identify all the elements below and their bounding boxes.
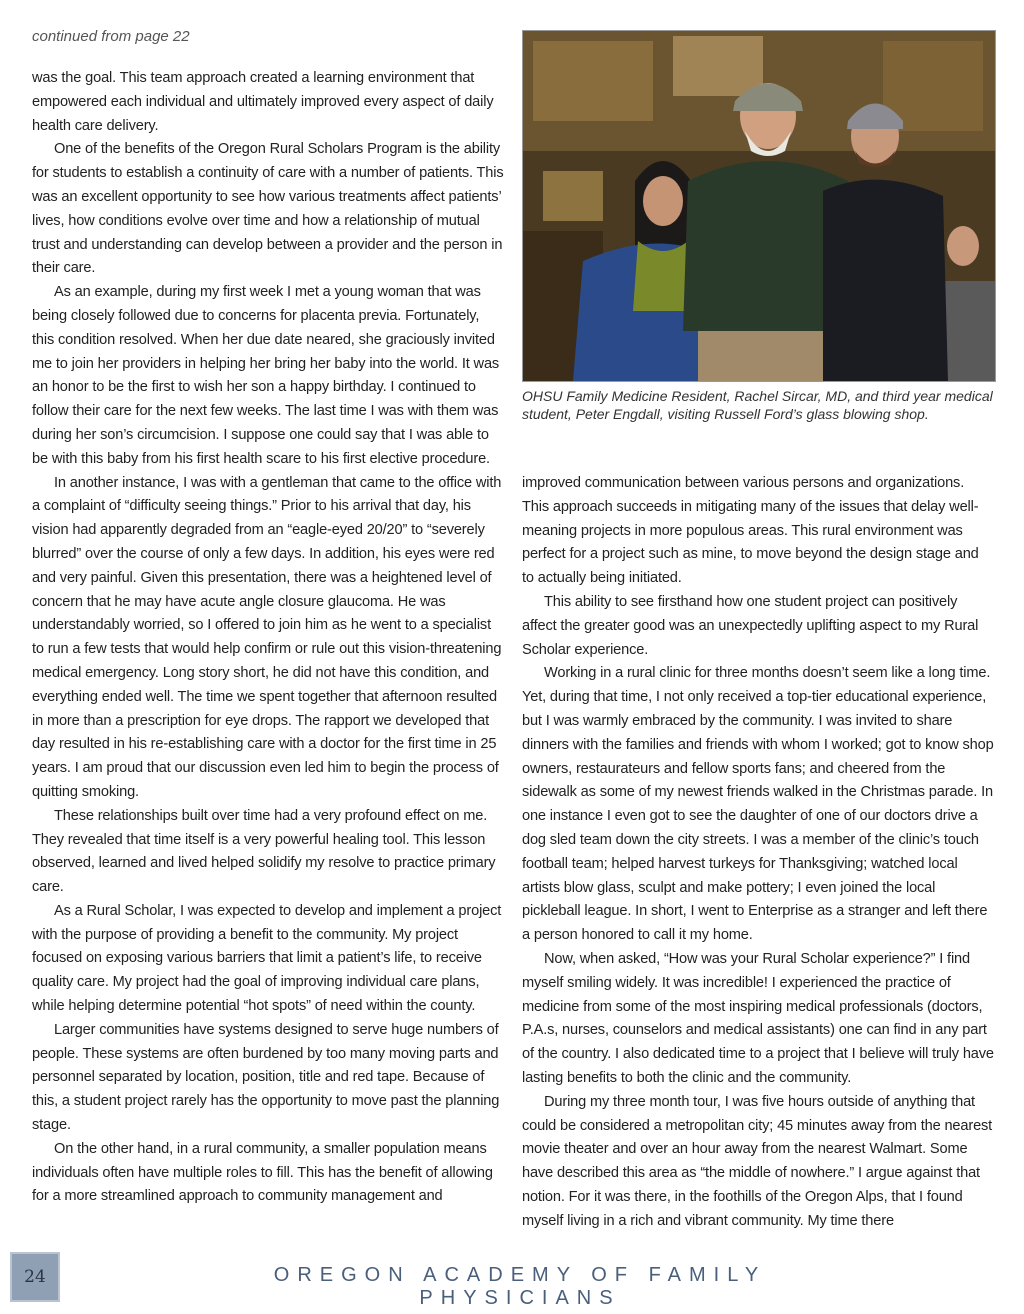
photo-caption: OHSU Family Medicine Resident, Rachel Sircar, MD, and third year medical student, Peter Engdall, visiting Russell Ford’s glass blowing shop.: [522, 388, 993, 422]
publication-title: OREGON ACADEMY OF FAMILY PHYSICIANS: [273, 1264, 767, 1309]
page-number-box: [10, 1252, 60, 1302]
paragraph: improved communication between various persons and organizations. This approach succeeds in mitigating many of the issues that delay well-meaning projects in more populous areas. This rural environment was perfect for a project such as mine, to move beyond the design stage and to actually being initiated.: [522, 475, 979, 587]
article-left-column: [32, 67, 504, 1209]
continued-from-note: continued from page 22: [32, 28, 190, 45]
paragraph: This ability to see firsthand how one student project can positively affect the greater good was an unexpectedly uplifting aspect to my Rural Scholar experience.: [522, 593, 979, 658]
paragraph: Working in a rural clinic for three months doesn’t seem like a long time. Yet, during that time, I not only received a top-tier educational experience, but I was warmly embraced by the community. I was invited to share dinners with the families and friends with whom I worked; got to know shop owners, restaurateurs and fellow sports fans; and cheered from the sidewalk as some of my newest friends walked in the Christmas parade. In one instance I even got to see the daughter of one of our doctors drive a dog sled team down the city streets. I was a member of the clinic’s touch football team; helped harvest turkeys for Thanksgiving; watched local artists blow glass, sculpt and make pottery; I even joined the local pickleball league. In short, I went to Enterprise as a stranger and left there a person honored to call it my home.: [522, 665, 994, 944]
paragraph: was the goal. This team approach created a learning environment that empowered each individual and ultimately improved every aspect of daily health care delivery.: [32, 70, 494, 134]
paragraph: One of the benefits of the Oregon Rural Scholars Program is the ability for students to establish a continuity of care with a number of patients. This was an excellent opportunity to see how various treatments affect patients’ lives, how conditions evolve over time and how a relationship of mutual trust and understanding can develop between a provider and the person in their care.: [32, 141, 504, 277]
page-number: 24: [24, 1267, 46, 1287]
paragraph: As an example, during my first week I met a young woman that was being closely followed due to concerns for placenta previa. Fortunately, this condition resolved. When her due date neared, she graciously invited me to join her providers in helping her bring her baby into the world. It was an honor to be the first to wish her son a happy birthday. I continued to follow their care for the next few weeks. The last time I was with them was during her son’s circumcision. I suppose one could say that I was able to be with this baby from his first health scare to his first elective procedure.: [32, 284, 500, 467]
paragraph: In another instance, I was with a gentleman that came to the office with a complaint of “difficulty seeing things.” Prior to his arrival that day, his vision had apparently degraded from an “eagle-eyed 20/20” to “severely blurred” over the course of only a few days. In addition, his eyes were red and very painful. Given this presentation, there was a heightened level of concern that he may have acute angle closure glaucoma. He was understandably worried, so I offered to join him as he went to a specialist to run a few tests that would help confirm or rule out this vision-threatening medical emergency. Long story short, he did not have this condition, and everything ended well. The time we spent together that afternoon resulted in more than a prescription for eye drops. The rapport we developed that day resulted in his re-establishing care with a doctor for the first time in 25 years. I am proud that our discussion even led him to begin the process of quitting smoking.: [32, 474, 502, 800]
paragraph: During my three month tour, I was five hours outside of anything that could be considered a metropolitan city; 45 minutes away from the nearest movie theater and over an hour away from the nearest Walmart. Some have described this area as “the middle of nowhere.” I argue against that notion. For it was there, in the foothills of the Oregon Alps, that I found myself living in a rich and vibrant community. My time there: [522, 1093, 993, 1229]
paragraph: On the other hand, in a rural community, a smaller population means individuals often have multiple roles to fill. This has the benefit of allowing for a more streamlined approach to community management and: [32, 1140, 493, 1205]
paragraph: These relationships built over time had a very profound effect on me. They revealed that time itself is a very powerful healing tool. This lesson observed, learned and lived helped solidify my resolve to practice primary care.: [32, 807, 496, 896]
paragraph: Now, when asked, “How was your Rural Scholar experience?” I find myself smiling widely. It was incredible! I experienced the practice of medicine from some of the most inspiring medical professionals (doctors, P.A.s, nurses, counselors and medical assistants) one can find in any part of the country. I also dedicated time to a project that I believe will truly have lasting benefits to both the clinic and the community.: [522, 950, 994, 1086]
paragraph: As a Rural Scholar, I was expected to develop and implement a project with the purpose of providing a benefit to the community. My project focused on exposing various barriers that limit a patient’s life, to receive quality care. My project had the goal of improving individual care plans, while helping determine potential “hot spots” of need within the county.: [32, 902, 502, 1015]
paragraph: Larger communities have systems designed to serve huge numbers of people. These systems are often burdened by too many moving parts and personnel separated by location, position, title and red tape. Because of this, a student project rarely has the opportunity to move past the planning stage.: [32, 1021, 500, 1134]
article-right-column: [522, 472, 994, 1234]
article-photo: [522, 30, 996, 382]
photo-illustration: [523, 31, 995, 381]
